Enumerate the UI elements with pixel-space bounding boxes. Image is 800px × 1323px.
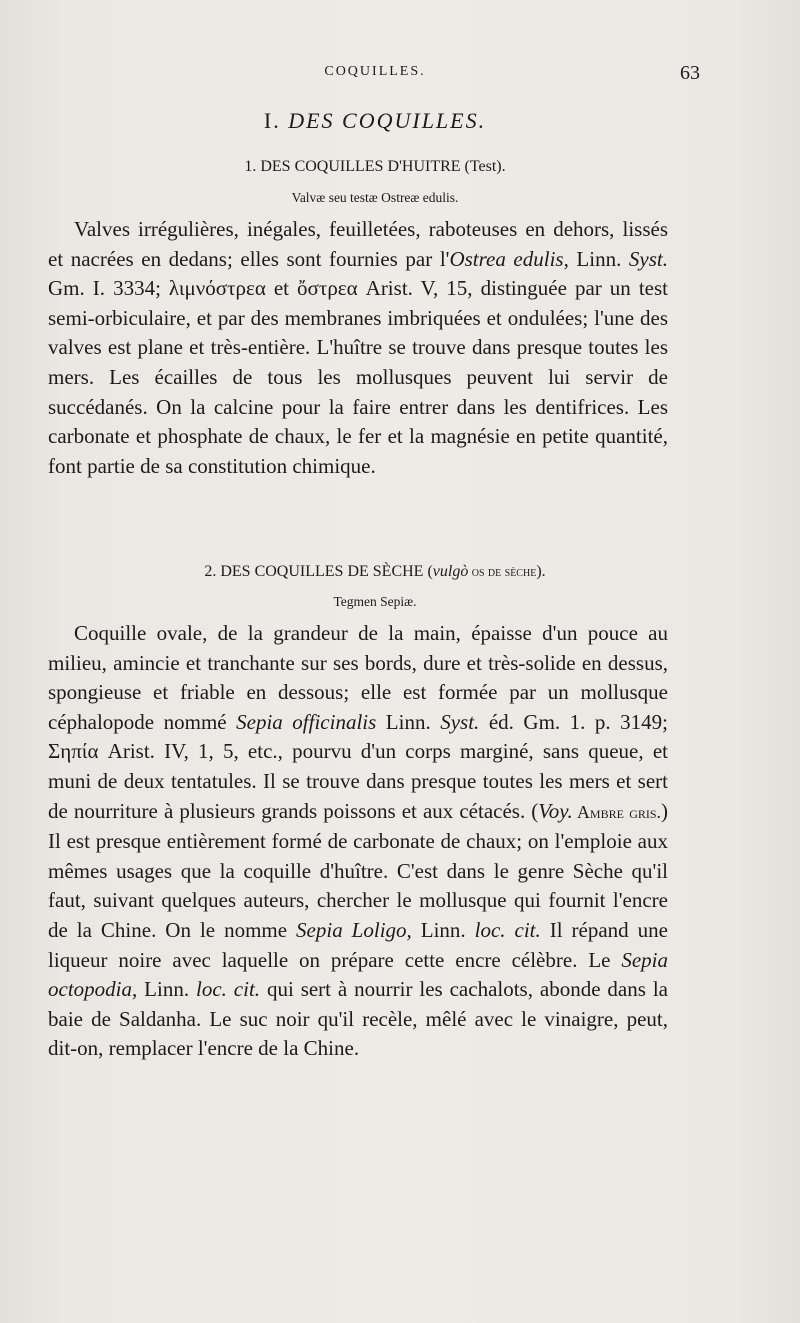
entry-2-latin-name: Tegmen Sepiæ. bbox=[333, 594, 417, 609]
entry-1-text: , Linn. bbox=[563, 246, 629, 271]
entry-2-heading-text: 2. DES COQUILLES DE SÈCHE ( bbox=[204, 563, 433, 580]
entry-2-loc-cit: loc. cit. bbox=[474, 917, 541, 942]
entry-2-text: éd. Gm. 1. p. 3149; Σηπία Arist. IV, 1, 5, etc., pourvu d'un corps marginé, sans queue, et muni de deux tentatules. Il se trouve dans presque toutes les mers et sert de nourriture à plusieurs grands poissons et aux cétacés. ( bbox=[48, 709, 669, 823]
entry-1-text: Valves irrégulières, inégales, feuilletées, raboteuses en dehors, lissés et nacrées en dedans; elles sont fournies par l' bbox=[48, 217, 668, 271]
entry-1-heading: 1. DES COQUILLES D'HUITRE (Test). bbox=[244, 158, 506, 175]
entry-2-heading-os-de-seche: os de sèche bbox=[468, 564, 537, 579]
entry-2-text: , Linn. bbox=[132, 977, 196, 1002]
entry-2-text: Linn. bbox=[376, 709, 441, 734]
entry-1-syst: Syst. bbox=[628, 246, 668, 271]
species-sepia-officinalis: Sepia officinalis bbox=[236, 709, 377, 734]
entry-2-text: Il répand une liqueur noire avec laquelle on prépare cette encre célèbre. Le bbox=[48, 917, 668, 972]
section-number: I. bbox=[263, 108, 281, 133]
entry-2-text: qui sert à nourrir les cachalots, abonde dans la baie de Saldanha. Le suc noir qu'il recèle, mêlé avec le vinaigre, peut, dit-on, remplacer l'encre de la Chine. bbox=[48, 977, 668, 1061]
page-number: 63 bbox=[680, 62, 700, 84]
entry-2-heading-vulgo: vulgò bbox=[432, 563, 469, 580]
page-header bbox=[50, 64, 700, 94]
entry-2-text: Linn. bbox=[411, 917, 475, 942]
cross-ref-ambre-gris: Ambre gris. bbox=[572, 801, 662, 822]
species-ostrea-edulis: Ostrea edulis bbox=[449, 246, 564, 271]
species-sepia-octopodia: Sepia octopodia bbox=[48, 947, 668, 1002]
entry-2-voy: Voy. bbox=[538, 798, 573, 823]
section-title-text: DES COQUILLES. bbox=[288, 108, 487, 133]
entry-1-paragraph bbox=[48, 215, 668, 481]
entry-2-loc-cit: loc. cit. bbox=[195, 977, 261, 1002]
entry-1-text: Gm. I. 3334; λιμνόστρεα et ὄστρεα Arist. V, 15, distinguée par un test semi-orbiculaire, et par des membranes imbriquées et ondulées; l'une des valves est plane et très-entière. L'huître se trouve dans presque toutes les mers. Les écailles de tous les mollusques peuvent lui servir de succédanés. On la calcine pour la faire entrer dans les dentifrices. Les carbonate et phosphate de chaux, le fer et la magnésie en petite quantité, font partie de sa constitution chimique. bbox=[48, 276, 668, 478]
running-head: COQUILLES. bbox=[324, 64, 426, 79]
entry-2-heading bbox=[50, 563, 700, 581]
species-sepia-loligo: Sepia Loligo, bbox=[296, 917, 412, 942]
entry-2-heading-close: ). bbox=[536, 563, 546, 580]
entry-2-paragraph bbox=[48, 619, 668, 1064]
entry-2-text: ) Il est presque entièrement formé de carbonate de chaux; on l'emploie aux mêmes usages que la coquille d'huître. C'est dans le genre Sèche qu'il faut, suivant quelques auteurs, chercher le mollusque qui fournit l'encre de la Chine. On le nomme bbox=[48, 798, 669, 942]
entry-2-syst: Syst. bbox=[440, 709, 480, 734]
entry-2-text: Coquille ovale, de la grandeur de la main, épaisse d'un pouce au milieu, amincie et tranchante sur ses bords, dure et très-solide en dessus, spongieuse et friable en dessous; elle est formée par un mollusque céphalopode nommé bbox=[48, 621, 668, 734]
entry-1-latin-name: Valvæ seu testæ Ostreæ edulis. bbox=[291, 190, 459, 205]
section-title bbox=[50, 108, 700, 134]
